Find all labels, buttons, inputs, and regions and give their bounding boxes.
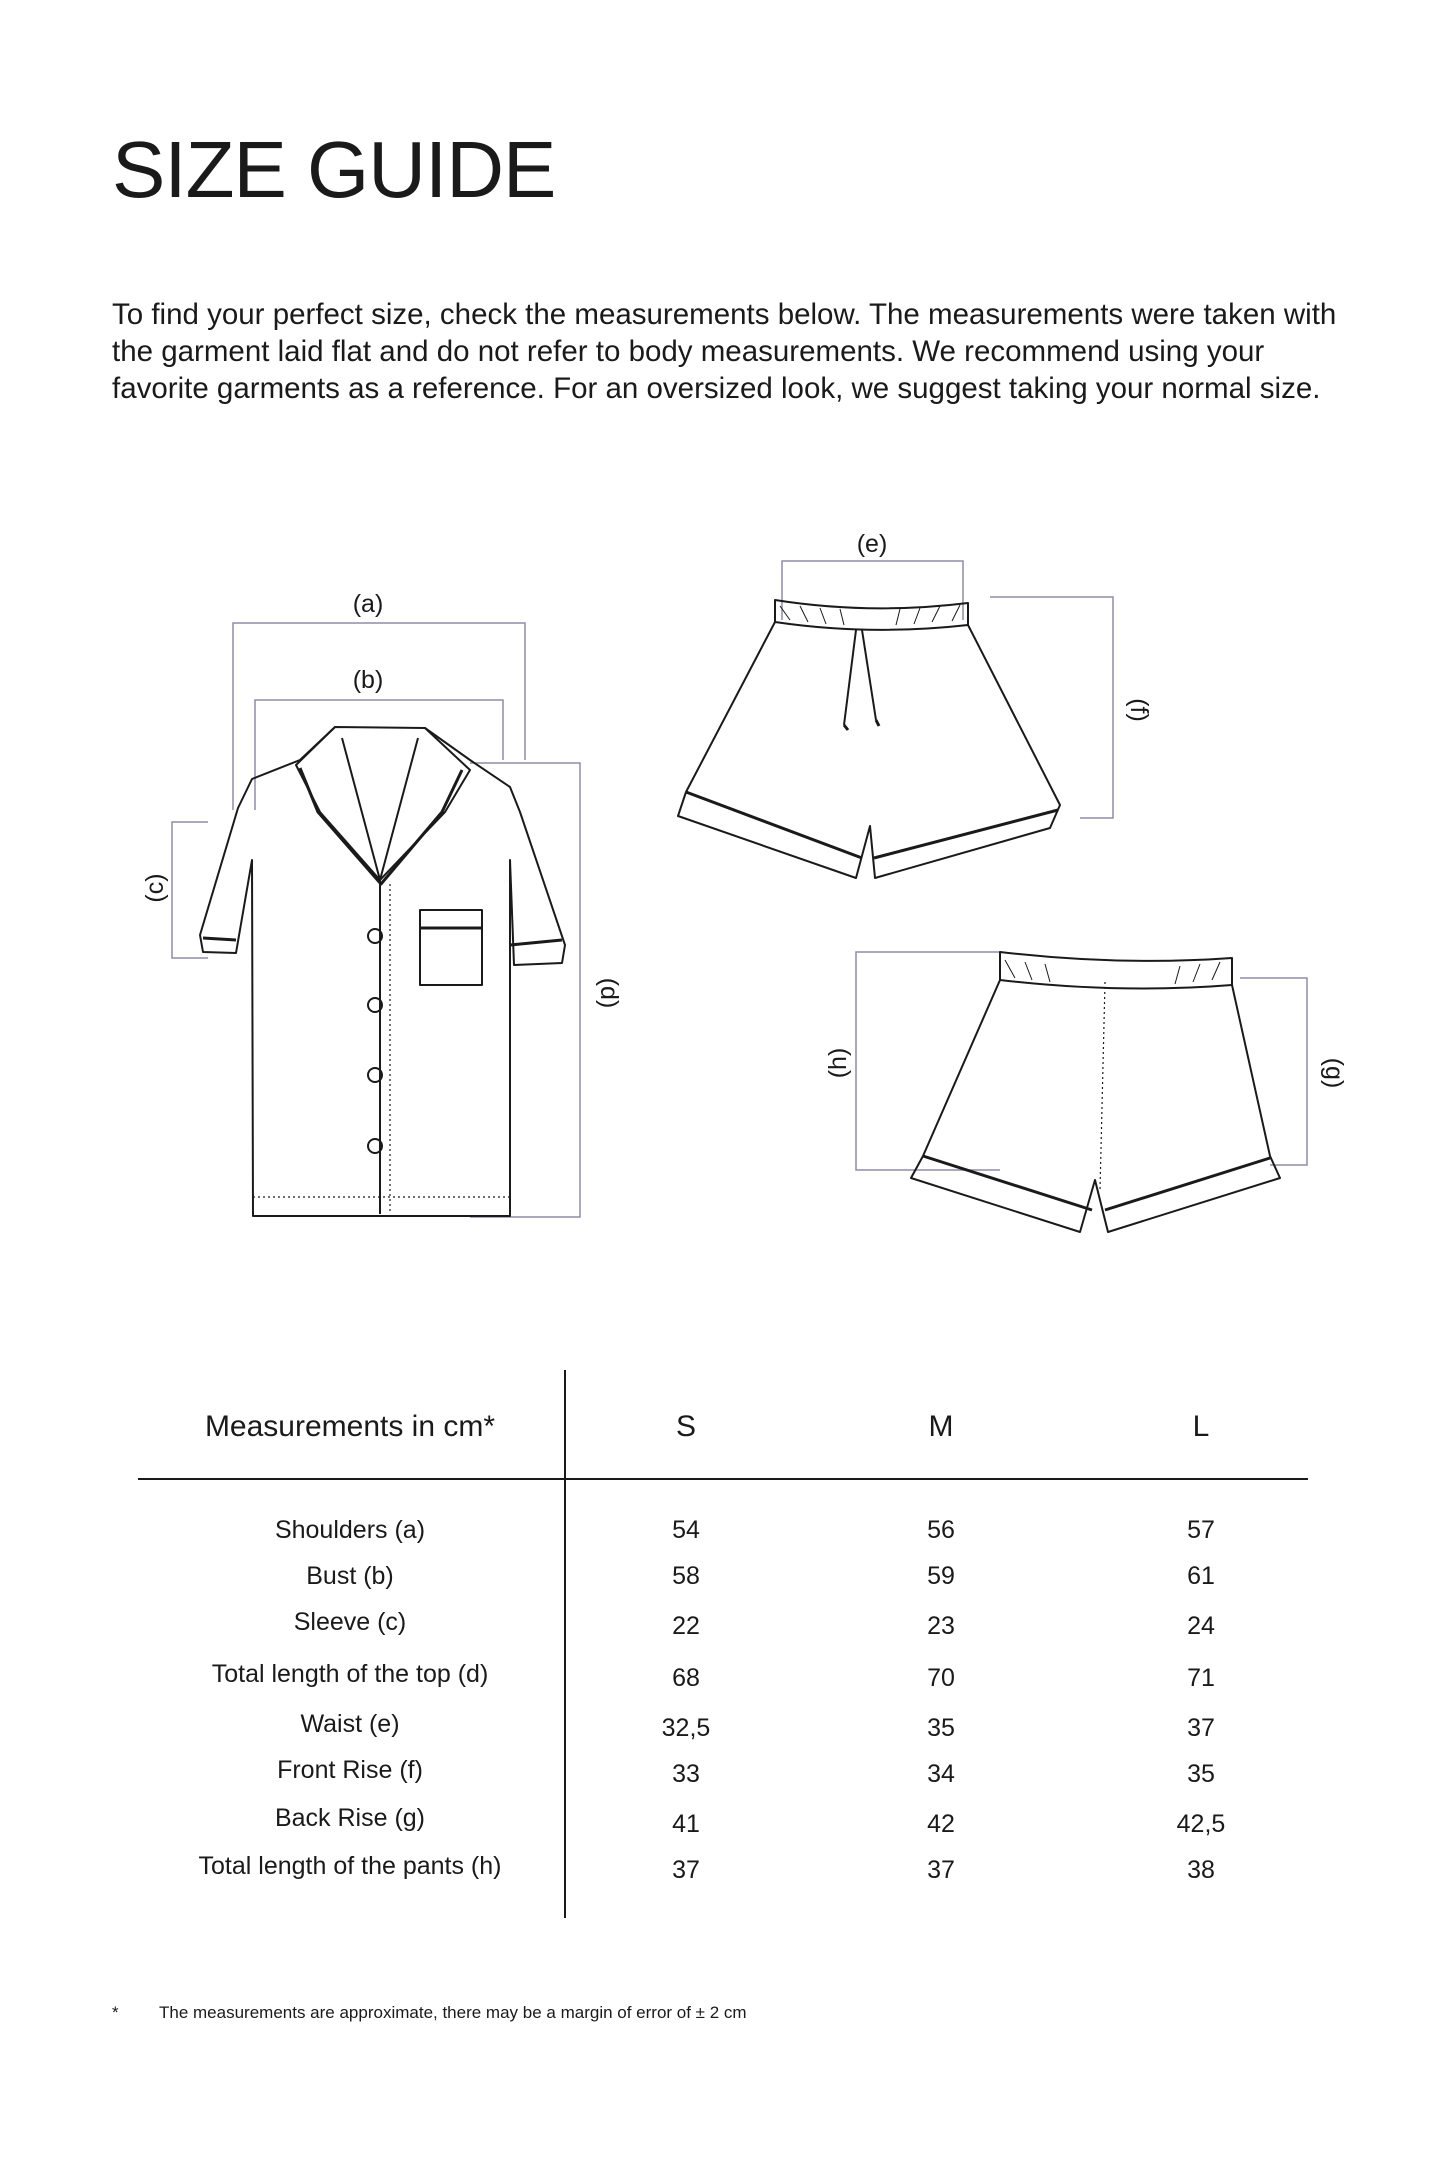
row-label-waist: Waist (e) bbox=[300, 1710, 400, 1738]
cell-back-rise-l: 42,5 bbox=[1176, 1810, 1226, 1838]
cell-bust-l: 61 bbox=[1187, 1562, 1215, 1590]
cell-back-rise-m: 42 bbox=[927, 1810, 955, 1838]
table-vertical-divider bbox=[564, 1370, 566, 1918]
intro-paragraph: To find your perfect size, check the measurements below. The measurements were taken with the garment laid flat and do not refer to body measurements. We recommend using your favorite garments as a reference. For an oversized look, we suggest taking your normal size. bbox=[112, 298, 1337, 405]
cell-sleeve-m: 23 bbox=[927, 1612, 955, 1640]
cell-front-rise-m: 34 bbox=[927, 1760, 955, 1788]
table-header-divider bbox=[138, 1478, 1308, 1480]
row-label-shoulders: Shoulders (a) bbox=[274, 1516, 426, 1544]
front-shorts-illustration bbox=[678, 600, 1060, 878]
cell-bust-s: 58 bbox=[672, 1562, 700, 1590]
cell-front-rise-s: 33 bbox=[672, 1760, 700, 1788]
label-h: (h) bbox=[824, 1047, 852, 1079]
cell-bust-m: 59 bbox=[927, 1562, 955, 1590]
footnote-text: The measurements are approximate, there may be a margin of error of ± 2 cm bbox=[159, 2003, 747, 2022]
label-g: (g) bbox=[1320, 1057, 1348, 1089]
cell-pants-length-s: 37 bbox=[672, 1856, 700, 1884]
cell-pants-length-m: 37 bbox=[927, 1856, 955, 1884]
row-label-pants-length: Total length of the pants (h) bbox=[198, 1852, 502, 1880]
row-label-front-rise: Front Rise (f) bbox=[277, 1756, 423, 1784]
cell-waist-s: 32,5 bbox=[661, 1714, 711, 1742]
cell-waist-m: 35 bbox=[927, 1714, 955, 1742]
row-label-top-length: Total length of the top (d) bbox=[211, 1660, 489, 1688]
label-b: (b) bbox=[352, 666, 384, 694]
cell-sleeve-l: 24 bbox=[1187, 1612, 1215, 1640]
size-header-m: M bbox=[928, 1410, 954, 1443]
cell-pants-length-l: 38 bbox=[1187, 1856, 1215, 1884]
label-c: (c) bbox=[141, 873, 169, 903]
footnote-marker: * bbox=[112, 2003, 119, 2022]
row-label-sleeve: Sleeve (c) bbox=[293, 1608, 407, 1636]
back-shorts-illustration bbox=[911, 952, 1280, 1232]
cell-front-rise-l: 35 bbox=[1187, 1760, 1215, 1788]
cell-waist-l: 37 bbox=[1187, 1714, 1215, 1742]
page-title: SIZE GUIDE bbox=[112, 125, 556, 214]
cell-top-length-m: 70 bbox=[927, 1664, 955, 1692]
measurement-table bbox=[0, 1370, 1445, 1930]
row-label-back-rise: Back Rise (g) bbox=[274, 1804, 426, 1832]
cell-sleeve-s: 22 bbox=[672, 1612, 700, 1640]
dimension-lines bbox=[172, 561, 1307, 1217]
cell-top-length-s: 68 bbox=[672, 1664, 700, 1692]
cell-shoulders-m: 56 bbox=[927, 1516, 955, 1544]
label-a: (a) bbox=[352, 590, 384, 618]
cell-back-rise-s: 41 bbox=[672, 1810, 700, 1838]
size-header-l: L bbox=[1192, 1410, 1210, 1443]
table-header-label: Measurements in cm* bbox=[204, 1410, 496, 1443]
cell-shoulders-s: 54 bbox=[672, 1516, 700, 1544]
cell-shoulders-l: 57 bbox=[1187, 1516, 1215, 1544]
label-e: (e) bbox=[856, 530, 888, 558]
size-header-s: S bbox=[675, 1410, 696, 1443]
label-d: (d) bbox=[595, 977, 623, 1009]
cell-top-length-l: 71 bbox=[1187, 1664, 1215, 1692]
label-f: (f) bbox=[1125, 698, 1153, 722]
row-label-bust: Bust (b) bbox=[306, 1562, 394, 1590]
